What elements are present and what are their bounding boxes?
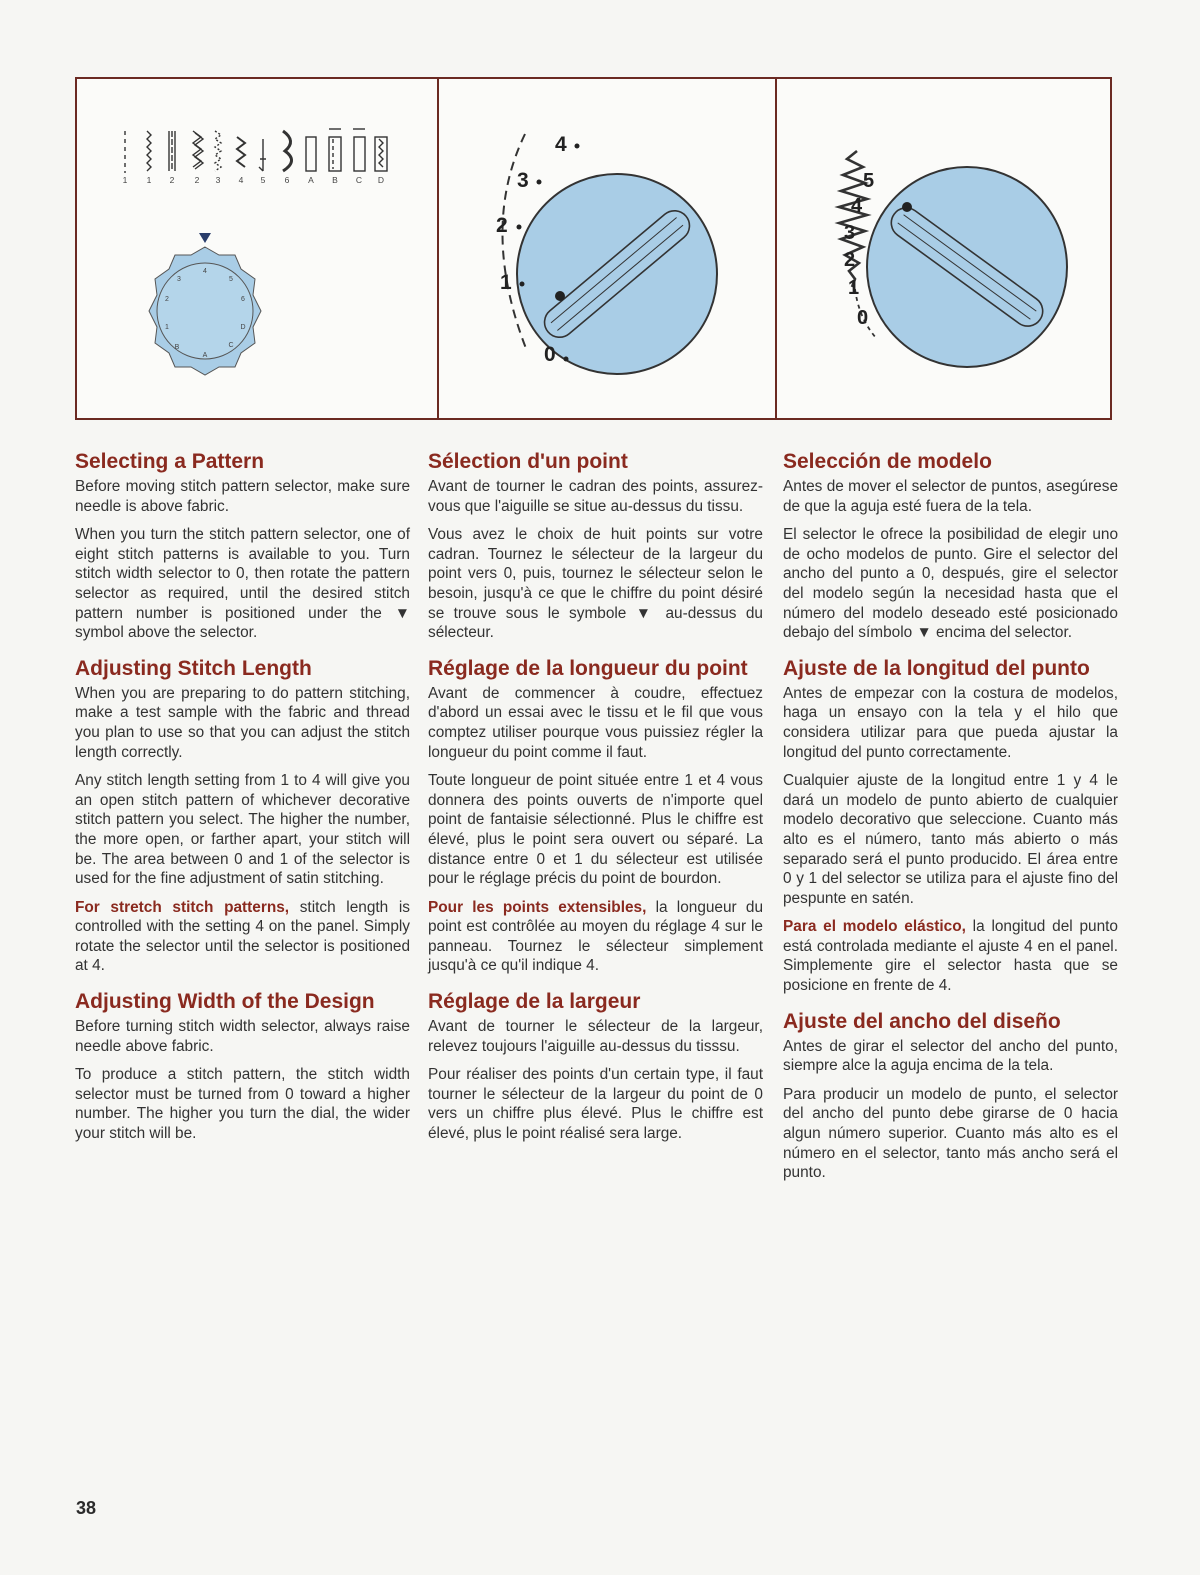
section-heading: Selección de modelo: [783, 450, 992, 473]
paragraph: Antes de girar el selector del ancho del punto, siempre alce la aguja encima de la tela.: [783, 1037, 1118, 1075]
paragraph: Before moving stitch pattern selector, make sure needle is above fabric.: [75, 478, 410, 515]
section-heading: Ajuste del ancho del diseño: [783, 1009, 1061, 1033]
section-selecting-pattern: [75, 450, 410, 643]
width-dial-number: 2: [844, 249, 856, 271]
paragraph: Avant de tourner le cadran des points, assurez-vous que l'aiguille se situe au-dessus du tissu.: [428, 478, 763, 515]
paragraph: Vous avez le choix de huit points sur votre cadran. Tournez le sélecteur de la largeur du point vers 0, puis, tournez le sélecteur selon le besoin, jusqu'à ce que le chiffre du point désiré se trouve sous le symbole ▼ au-dessus du sélecteur.: [428, 526, 763, 642]
width-dial-number: 0: [857, 307, 869, 329]
paragraph-body: stitch length is controlled with the setting 4 on the panel. Simply rotate the selector until the selector is positioned at 4.: [75, 898, 410, 975]
pattern-number: 2: [169, 175, 175, 185]
svg-text:D: D: [240, 324, 246, 331]
paragraph: Toute longueur de point située entre 1 et 4 vous donnera des points ouverts de n'importe quel point de fantaisie sélectionné. Plus le chiffre est élevé, plus le point sera ouvert ou séparé. La distance entre 0 et 1 du sélecteur est utilisée pour le réglage précis du point de bourdon.: [428, 772, 763, 888]
paragraph-body: la longueur du point est contrôlée au moyen du réglage 4 sur le panneau. Tournez le sélecteur simplement jusqu'à ce qu'il indique 4.: [428, 898, 764, 975]
pattern-selector-dial: [149, 247, 261, 375]
length-dial-number: 2: [496, 214, 508, 237]
section-heading: Adjusting Width of the Design: [75, 990, 375, 1014]
french-column: [428, 450, 763, 1158]
paragraph-lead: For stretch stitch patterns,: [75, 898, 290, 916]
pattern-number: 4: [238, 175, 244, 185]
paragraph: When you turn the stitch pattern selector, one of eight stitch patterns is available to you. Turn stitch width selector to 0, then rotate the pattern selector as required, until the desired stitch pattern number is positioned under the ▼ symbol above the selector.: [75, 526, 410, 642]
section-adjusting-width: [75, 990, 410, 1144]
paragraph: Avant de commencer à coudre, effectuez d'abord un essai avec le tissu et le fil que vous comptez utiliser pourque vous puissiez régler la longueur du point comme il faut.: [428, 684, 763, 761]
paragraph: When you are preparing to do pattern stitching, make a test sample with the fabric and thread you plan to use so that you can adjust the stitch length correctly.: [75, 684, 410, 761]
spanish-column: [783, 450, 1118, 1197]
paragraph: Antes de mover el selector de puntos, asegúrese de que la aguja esté fuera de la tela.: [783, 478, 1118, 515]
illustration-panel: [75, 77, 1112, 420]
paragraph: El selector le ofrece la posibilidad de elegir uno de ocho modelos de punto. Gire el selector del ancho del punto a 0, después, gire el selector del modelo según la necesidad hasta que el número del modelo deseado esté posicionado debajo del símbolo ▼ encima del selector.: [783, 526, 1118, 642]
svg-text:1: 1: [165, 324, 169, 331]
width-dial-number: 3: [844, 222, 856, 244]
section-heading: Selecting a Pattern: [75, 450, 265, 473]
pattern-number: B: [332, 175, 338, 185]
section-selection-point: [428, 450, 763, 643]
section-ajuste-longitud: [783, 657, 1118, 996]
length-dial-number: 3: [517, 169, 529, 192]
svg-text:4: 4: [203, 268, 207, 275]
paragraph: Before turning stitch width selector, always raise needle above fabric.: [75, 1018, 410, 1055]
svg-text:A: A: [202, 352, 208, 359]
svg-text:3: 3: [177, 276, 181, 283]
section-heading: Sélection d'un point: [428, 450, 628, 473]
svg-text:B: B: [174, 344, 180, 351]
width-dial: [867, 167, 1067, 367]
width-dial-number: 5: [863, 170, 875, 192]
length-dial-number: 4: [555, 133, 567, 156]
width-dial-number: 4: [851, 195, 863, 217]
pattern-number: 2: [194, 175, 200, 185]
stitch-width-dial-illustration: [777, 79, 1112, 419]
paragraph: Pour réaliser des points d'un certain type, il faut tourner le sélecteur de la largeur du point de 0 vers un chiffre plus élevé. Plus le chiffre est élevé, plus le point réalisé sera large.: [428, 1066, 763, 1143]
paragraph: [75, 898, 410, 976]
paragraph: [428, 898, 763, 976]
pattern-number: D: [377, 175, 385, 185]
english-column: [75, 450, 410, 1158]
paragraph: Avant de tourner le sélecteur de la largeur, relevez toujours l'aiguille au-dessus du tisssu.: [428, 1018, 763, 1055]
indicator-dot-icon: [902, 202, 912, 212]
pattern-number: 6: [284, 175, 290, 185]
paragraph: Antes de empezar con la costura de modelos, haga un ensayo con la tela y el hilo que considera utilizar para que pueda ajustar la longitud del punto correctamente.: [783, 684, 1118, 761]
pattern-number: 1: [146, 175, 152, 185]
pattern-number: C: [355, 175, 363, 185]
section-adjusting-length: [75, 657, 410, 976]
width-dial-number: 1: [848, 277, 860, 299]
paragraph: Cualquier ajuste de la longitud entre 1 y 4 le dará un modelo de punto abierto de cualquier modelo decorativo que seleccione. Cuanto más alto es el número, tanto más abierto o más separado será el punto producido. El área entre 0 y 1 del selector se utiliza para el ajuste fino del pespunte en satén.: [783, 772, 1118, 907]
length-dial-number: 1: [500, 271, 512, 294]
triangle-marker-icon: [199, 233, 211, 243]
section-reglage-longueur: [428, 657, 763, 976]
pattern-number: A: [308, 175, 314, 185]
pattern-selector-illustration: [77, 79, 437, 419]
section-reglage-largeur: [428, 990, 763, 1144]
pattern-number: 1: [122, 175, 128, 185]
paragraph: Para producir un modelo de punto, el selector del ancho del punto debe girarse de 0 hacia algun número superior. Cuanto más alto es el número en el selector, tanto más ancho será el punto.: [783, 1085, 1118, 1182]
svg-text:6: 6: [241, 296, 245, 303]
paragraph-lead: Pour les points extensibles,: [428, 898, 647, 916]
paragraph-lead: Para el modelo elástico,: [783, 918, 966, 936]
page-number: 38: [76, 1498, 97, 1518]
section-heading: Ajuste de la longitud del punto: [783, 656, 1090, 680]
section-ajuste-ancho: [783, 1010, 1118, 1183]
section-heading: Adjusting Stitch Length: [75, 656, 312, 680]
pattern-number: 5: [260, 175, 266, 185]
pattern-number: 3: [215, 175, 221, 185]
section-seleccion-modelo: [783, 450, 1118, 643]
paragraph-body: la longitud del punto está controlada mediante el ajuste 4 en el panel. Simplemente gire el selector hasta que se posicione en frente de 4.: [783, 918, 1118, 995]
paragraph: [783, 917, 1118, 995]
section-heading: Réglage de la largeur: [428, 990, 641, 1014]
indicator-dot-icon: [555, 291, 565, 301]
length-dial-number: 0: [544, 343, 556, 366]
paragraph: To produce a stitch pattern, the stitch width selector must be turned from 0 toward a higher number. The higher you turn the dial, the wider your stitch will be.: [75, 1066, 410, 1143]
svg-text:2: 2: [165, 296, 169, 303]
svg-text:C: C: [228, 342, 234, 349]
section-heading: Réglage de la longueur du point: [428, 656, 748, 680]
paragraph: Any stitch length setting from 1 to 4 will give you an open stitch pattern of whichever decorative stitch pattern you select. The higher the number, the more open, or farther apart, your stitch will be. The area between 0 and 1 of the selector is used for the fine adjustment of satin stitching.: [75, 772, 410, 888]
stitch-length-dial-illustration: [439, 79, 775, 419]
svg-text:5: 5: [229, 276, 233, 283]
